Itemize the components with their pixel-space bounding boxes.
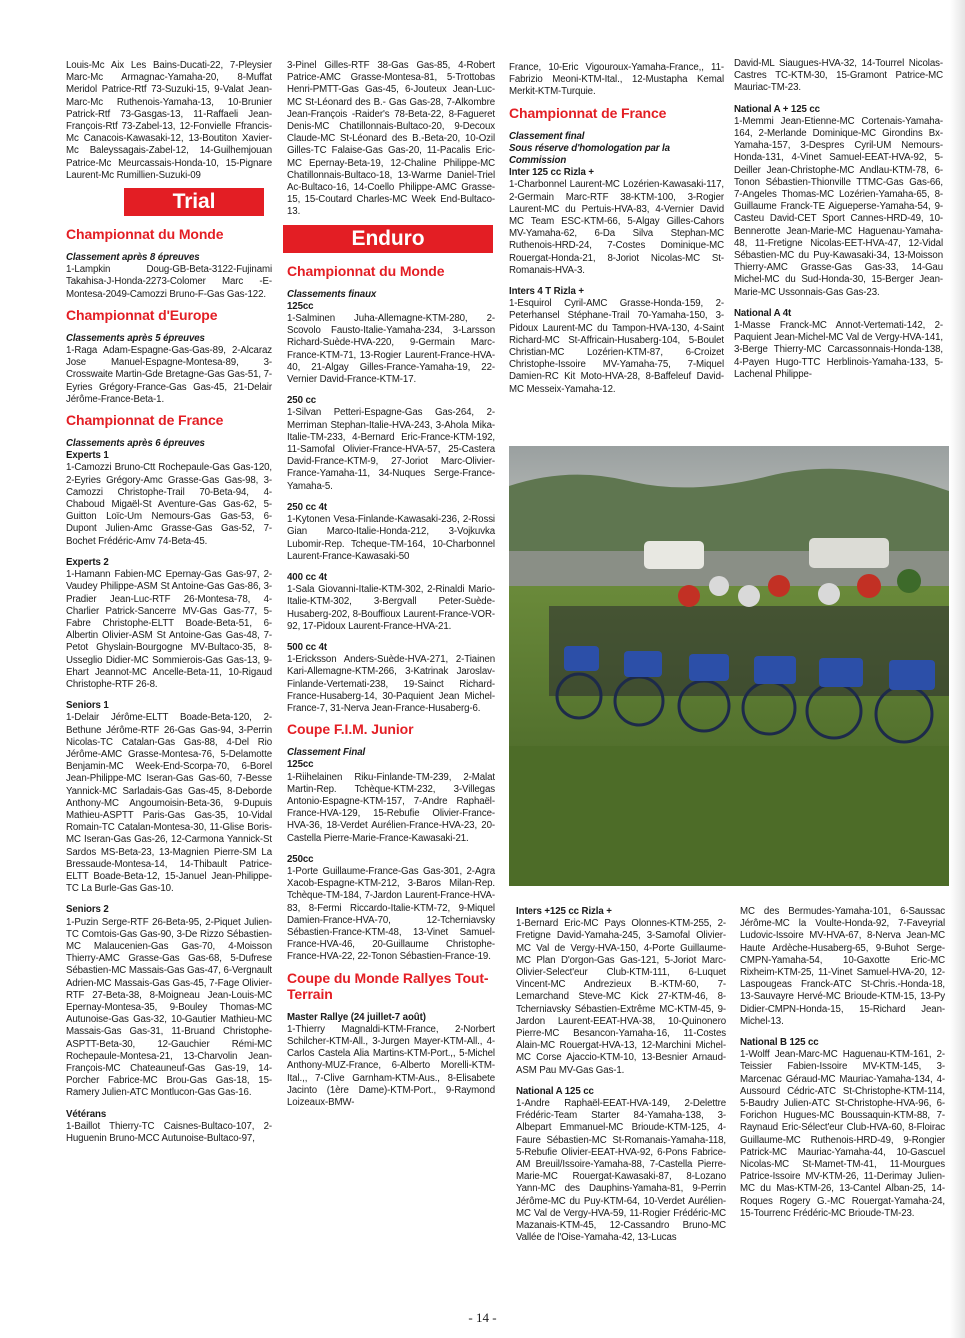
results-continued: David-ML Siaugues-HVA-32, 14-Tourrel Nicolas-Castres TC-KTM-30, 15-Gramont Patrice-MC Mauriac-TM-23. — [734, 58, 943, 94]
results-paragraph: 1-Raga Adam-Espagne-Gas-Gas-89, 2-Alcaraz Jose Manuel-Espagne-Montesa-89, 3-Crosswaite Martin-Gde Bretagne-Gas Gas-51, 7-Eyries Grégory-France-Gas Gas-45, 21-Delair Jérôme-France-Beta-1. — [66, 345, 273, 405]
results-paragraph: 1-Puzin Serge-RTF 26-Beta-95, 2-Piquet Julien-TC Comtois-Gas Gas-90, 3-De Rizzo Sébastien-MC Malaucenien-Gas Gas-70, 4-Moisson Thierry-AMC Grasse-Gas Gas-68, 5-Dufrese Sébastien-MC Massais-Gas Gas-47, 6-Vergnault Adrien-MC Massais-Gas Gas-45, 7-Fage Olivier-RTF 27-Beta-38, 8-Moigneau Jean-Louis-MC Epernay-Montesa-35, 9-Bouley Thomas-MC Autunoise-Gas Gas-32, 10-Gautier Mathieu-MC Massais-Gas Gas-31, 11-Bruand Christophe-ASPTT-Beta-30, 12-Gauchier Rémi-MC Rochepaule-Montesa-21, 13-Charvolin Jean-François-MC Chateauneuf-Gas Gas-19, 14-Porcher Fabrice-MC Brou-Gas Gas-18, 15-Ramery Julien-ATC Montlucon-Gas Gas-16. — [66, 916, 272, 1099]
results-paragraph: 1-Wolff Jean-Marc-MC Haguenau-KTM-161, 2-Teissier Fabien-Issoire MV-KTM-145, 3-Marcenac Géraud-MC Mauriac-Yamaha-134, 4-Aussourd Cédric-ATC St-Christophe-KTM-114, 5-Baudry Julien-ATC St-Christophe-HVA-96, 6-Forichon Hugues-MC Boussaquin-KTM-88, 7-Raynaud Eric-Sélect'eur Club-HVA-60, 8-Floirac Guillaume-MC Ruthenois-HRD-49, 9-Rongier Patrick-MC Mauriac-Yamaha-44, 10-Gascuel Nicolas-MC St-Mamet-TM-41, 11-Mourgues Patrice-Issoire MV-KTM-26, 11-Derimay Julien-MC du Mas-KTM-26, 13-Cantel Alban-25, 14-Roques Rogery G.-MC Rouergat-Yamaha-24, 15-Tourrenc Frédéric-MC Brioude-TM-23. — [740, 1049, 945, 1219]
category-heading: 400 cc 4t — [287, 571, 328, 583]
results-paragraph: 1-Esquirol Cyril-AMC Grasse-Honda-159, 2-Peterhansel Stéphane-Trail 70-Yamaha-150, 3-Pidoux Laurent-MC du Tampon-HVA-130, 4-Saint Richard-MC St-Affricain-Husaberg-104, 5-Boulet Christian-MC Lozérien-KTM-87, 6-Croizet Christophe-Issoire MV-Yamaha-75, 7-Miquel Damien-RC Kit Moto-HVA-28, 8-Baffeleuf David-MC Messeix-Yamaha-12. — [509, 298, 724, 395]
results-paragraph: 1-Silvan Petteri-Espagne-Gas Gas-264, 2-Merriman Stephan-Italie-HVA-243, 3-Ahola Mika-Italie-TM-233, 4-Bernard Eric-France-KTM-192, 11-Samofal Olivier-France-HVA-57, 25-Castera David-France-KTM-9, 27-Joriot Marc-Olivier-France-Yamaha-11, 34-Nuques Serge-France-Yamaha-5. — [287, 407, 495, 492]
subheading: Classement Final — [287, 747, 366, 759]
category-heading: Experts 2 — [66, 556, 109, 568]
results-paragraph: 1-Bernard Eric-MC Pays Olonnes-KTM-255, 2-Fretigne David-Yamaha-245, 3-Samofal Olivier-MC Val de Vergy-HVA-150, 4-Porte Guillaume-MC Plan D'orgon-Gas Gas-121, 5-Joriot Marc-Olivier-Select'eur Club-KTM-111, 6-Luquet Vincent-MC Andrezieux B.-KTM-60, 7-Lemarchand Steve-MC Kick 27-KTM-46, 8-Tcherniavsky Sébastien-Extrême MC-KTM-45, 9-Jardon Laurent-EEAT-HVA-38, 10-Quinonero Pierre-MC Besancon-Yamaha-16, 11-Costes Alain-MC Rouergat-HVA-13, 12-Marchini Michel-MC Corse Ajaccio-KTM-10, 13-Besnier Arnaud-ASM Pau MV-Gas Gas-1. — [516, 918, 726, 1076]
category-heading: National A 4t — [734, 307, 792, 319]
page-number: - 14 - — [468, 1310, 497, 1325]
heading-fim-junior: Coupe F.I.M. Junior — [287, 721, 414, 738]
results-paragraph: 1-Masse Franck-MC Annot-Vertemati-142, 2-Paquient Jean-Michel-MC Val de Vergy-HVA-141, 3-Berge Thierry-MC Carcassonnais-Honda-138, 4-Payen Hugo-TTC Herblinois-Yamaha-133, 5-Lachenal Philippe- — [734, 320, 943, 380]
results-paragraph: 1-Charbonnel Laurent-MC Lozérien-Kawasaki-117, 2-Germain Marc-RTF 38-KTM-100, 3-Rogier Laurent-MC du Pertuis-HVA-83, 4-Vernier David MC Team ESC-KTM-66, 5-Algay Gilles-Cahors MV-Yamaha-62, 6-Da Silva Stephan-MC Ruthenois-HRD-24, 7-Costes Dominique-MC Rouergat-Honda-21, 8-Joriot Nicolas-MC St-Romanais-HVA-3. — [509, 179, 724, 276]
category-heading: National A + 125 cc — [734, 103, 820, 115]
category-heading: Seniors 1 — [66, 700, 109, 712]
section-banner-enduro: Enduro — [283, 225, 493, 253]
column-3-top — [509, 62, 724, 396]
column-1 — [66, 60, 272, 1145]
photo-illustration — [509, 446, 949, 886]
column-4-top — [734, 58, 943, 381]
rallye-results-continued: France, 10-Eric Vigouroux-Yamaha-France,, 11-Fabrizio Meoni-KTM-Ital., 12-Mustapha Kemal Merkit-KTM-Turquie. — [509, 62, 724, 98]
results-paragraph: 1-Ericksson Anders-Suède-HVA-271, 2-Tiainen Kari-Allemagne-KTM-266, 3-Katrinak Jaroslav-Finlande-Vertemati-238, 19-Sainct Richard-France-Husaberg-14, 30-Paquient Jean Michel-France-7, 31-Nerva Jean-France-Husaberg-6. — [287, 654, 495, 714]
category-heading: Vétérans — [66, 1108, 107, 1120]
page-edge-shadow — [950, 0, 965, 1338]
results-paragraph: 1-Sala Giovanni-Italie-KTM-302, 2-Rinaldi Mario-Italie-KTM-302, 3-Bergvall Peter-Suède-Husaberg-202, 8-Bouffioux Laurent-France-VOR-92, 17-Pidoux Laurent-France-HVA-21. — [287, 584, 495, 632]
results-paragraph: 1-Kytonen Vesa-Finlande-Kawasaki-236, 2-Rossi Gian Marco-Italie-Honda-212, 3-Vojkuvka Lubomir-Rep. Tcheque-TM-164, 10-Charbonnel Laurent-France-Kawasaki-50 — [287, 514, 495, 562]
subheading: Classement final — [509, 130, 585, 142]
category-heading: National B 125 cc — [740, 1037, 819, 1049]
results-paragraph: 1-Delair Jérôme-ELTT Boade-Beta-120, 2-Bethune Jérôme-RTF 26-Gas Gas-94, 3-Perrin Nicolas-TC Catalan-Gas Gas-88, 4-Del Rio Jérôme-AMC Grasse-Montesa-76, 5-Delamotte Benjamin-MC Week-End-Scorpa-70, 6-Borel Jean-Philippe-MC Iseran-Gas Gas-60, 7-Besse Yannick-MC Sarladais-Gas Gas-45, 8-Deborde Anthony-MC Angoumoisin-Beta-36, 9-Dupuis Mathieu-ASPTT Paris-Gas Gas-35, 10-Vidal Romain-TC Catalan-Montesa-30, 11-Glise Boris-MC Iseran-Gas Gas-26, 12-Carmona Yannick-St Sardos MS-Beta-23, 13-Magnien Pierre-SM La Bressaude-Montesa-14, 14-Thibault Patrice-ELTT Boade-Beta-12, 15-Januel Jean-Philippe-TC La Burle-Gas Gas-10. — [66, 712, 272, 895]
subheading: Classements après 5 épreuves — [66, 332, 205, 344]
heading-trial-world: Championnat du Monde — [66, 226, 224, 243]
category-heading: Seniors 2 — [66, 904, 109, 916]
category-heading: 500 cc 4t — [287, 641, 328, 653]
subheading: Classements après 6 épreuves — [66, 438, 205, 450]
column-4-bottom — [740, 906, 945, 1220]
trial-results-continued: 3-Pinel Gilles-RTF 38-Gas Gas-85, 4-Robert Patrice-AMC Grasse-Montesa-81, 5-Trottobas Henri-PMTT-Gas Gas-45, 6-Jouteux Jean-Luc-MC St-Léonard des B.- Gas Gas-28, 7-Alkombre Jean-François -Raider's 78-Beta-22, 8-Fagueret Denis-MC Chatillonnais-Bultaco-20, 9-Decoux Claude-MC St-Léonard des B.-Beta-20, 10-Ozil Gilles-TC Falaise-Gas Gas-20, 11-Pacalis Eric-MC Epernay-Beta-19, 12-Chaline Philippe-MC Chatillonnais-Bultaco-18, 13-Warme Daniel-Triel Ac-Bultaco-16, 14-Coello Philippe-AMC Grasse-15, 15-Coutard Charles-MC Week End-Bultaco-13. — [287, 60, 495, 218]
results-paragraph: 1-Lampkin Doug-GB-Beta-3122-Fujinami Takahisa-J-Honda-2273-Colomer Marc -E-Montesa-2049-Camozzi Bruno-F-Gas Gas-122. — [66, 264, 272, 300]
category-heading: National A 125 cc — [516, 1085, 594, 1097]
results-paragraph: 1-Thierry Magnaldi-KTM-France, 2-Norbert Schilcher-KTM-All., 3-Jurgen Mayer-KTM-All., 4-Carlos Castela Alia Martins-KTM-Port.,, 5-Michel Anthony-MUZ-France, 6-Alberto Morelli-KTM-Ital.,, 7-Clive Garnham-KTM-Aus., 8-Elisabete Jacinto (1ère Dame)-KTM-Port., 9-Raymond Loizeaux-BMW- — [287, 1023, 495, 1109]
results-paragraph: 1-Andre Raphaël-EEAT-HVA-149, 2-Delettre Frédéric-Team Starter 84-Yamaha-138, 3-Albepart Emmanuel-MC Brioude-KTM-125, 4-Faure Sébastien-MC St-Romanais-Yamaha-118, 5-Rebufie Olivier-EEAT-HVA-92, 6-Pons Fabrice-AM Breuil/Issoire-Yamaha-88, 7-Castella Pierre-Marie-MC Rouergat-Kawasaki-87, 8-Lozano Yann-MC des Dauphins-Yamaha-81, 9-Perrin Jérôme-MC du Puy-KTM-64, 10-Verdet Aurélien-MC Val de Vergy-HVA-59, 11-Rogier Frédéric-MC Mazanais-KTM-45, 12-Cassandro Bruno-MC Vallée de l'Oise-Yamaha-42, 13-Lucas — [516, 1098, 726, 1244]
heading-rallye: Coupe du Monde Rallyes Tout-Terrain — [287, 969, 489, 1002]
category-heading: 250 cc — [287, 395, 317, 407]
category-heading: 125cc — [287, 759, 314, 771]
category-heading: 250 cc 4t — [287, 501, 328, 513]
heading-enduro-world: Championnat du Monde — [287, 262, 445, 279]
subheading: Classement après 8 épreuves — [66, 252, 200, 264]
results-paragraph: 1-Camozzi Bruno-Ctt Rochepaule-Gas Gas-120, 2-Eyries Grégory-Amc Grasse-Gas Gas-98, 3-Camozzi Christophe-Trail 70-Beta-94, 4-Chaboud Migaël-St Aventure-Gas Gas-62, 5-Guitton Loïc-Um Nemours-Gas Gas-53, 6-Dupont Julien-Amc Grasse-Gas Gas-52, 7-Bochet Frédéric-Amv 74-Beta-45. — [66, 462, 272, 547]
results-paragraph: 1-Baillot Thierry-TC Caisnes-Bultaco-107, 2-Huguenin Bruno-MCC Autunoise-Bultaco-97, — [66, 1120, 272, 1145]
column-2 — [287, 60, 495, 1109]
category-heading: Master Rallye (24 juillet-7 août) — [287, 1011, 426, 1023]
results-paragraph: 1-Salminen Juha-Allemagne-KTM-280, 2-Scovolo Fausto-Italie-Yamaha-234, 3-Larsson Richard-Suède-HVA-220, 9-Germain Marc-France-KTM-71, 13-Rogier Laurent-France-HVA-40, 21-Algay Gilles-France-Yamaha-19, 22-Vernier David-France-KTM-17. — [287, 313, 495, 386]
results-paragraph: 1-Porte Guillaume-France-Gas Gas-301, 2-Agra Xacob-Espagne-KTM-212, 3-Baros Milan-Rep. Tchèque-TM-184, 7-Jardon Laurent-France-HVA-83, 8-Fermi Riccardo-Italie-KTM-72, 9-Miquel Damien-France-HVA-70, 12-Tcherniavsky Sébastien-France-KTM-48, 13-Vinet Samuel-France-HVA-46, 20-Guillaume Christophe-France-HVA-22, 22-Tonon Sébastien-France-19. — [287, 865, 495, 963]
category-heading: Inters 4 T Rizla + — [509, 286, 584, 298]
heading-enduro-france: Championnat de France — [509, 104, 667, 121]
subheading: Classements finaux — [287, 288, 377, 300]
results-paragraph: 1-Hamann Fabien-MC Epernay-Gas Gas-97, 2-Vaudey Philippe-ASM St Antoine-Gas Gas-86, 3-Pradier Jean-Luc-RTF 26-Montesa-78, 4-Charlier Patrick-Sancerre MV-Gas Gas-77, 5-Fabre Christophe-ELTT Boade-Beta-51, 6-Albertin Olivier-ASM St Antoine-Gas Gas-48, 7-Petot Ghyslain-Bourgogne MV-Bultaco-35, 8-Usseglio Didier-MC Sommierois-Gas Gas-13, 9-Ehart Jeannot-MC Ancelle-Beta-11, 10-Rigaud Christophe-RTF 26-8. — [66, 569, 272, 690]
heading-trial-france: Championnat de France — [66, 412, 224, 429]
section-banner-trial: Trial — [124, 188, 264, 216]
category-heading: Inters +125 cc Rizla + — [516, 906, 612, 917]
category-heading: 125cc — [287, 300, 314, 312]
results-continued: MC des Bermudes-Yamaha-101, 6-Saussac Jérôme-MC la Voulte-Honda-92, 7-Faveyrial Ludovic-Issoire MV-HVA-67, 8-Nerva Jean-MC Haute Ardèche-Husaberg-65, 9-Buhot Serge-CMPN-Yamaha-54, 10-Gaxotte Eric-MC Rixheim-KTM-25, 11-Vinet Samuel-HVA-20, 12-Laspougeas Franck-ATC St-Chris.-Honda-18, 13-Sauvayre Hervé-MC Brioude-KTM-15, 13-Py Didier-CMPN-Honda-15, 15-Richard Jean-Michel-13. — [740, 906, 945, 1027]
results-paragraph: 1-Riihelainen Riku-Finlande-TM-239, 2-Malat Martin-Rep. Tchèque-KTM-232, 3-Villegas Antonio-Espagne-KTM-157, 7-Andre Raphaël-France-HVA-129, 15-Rebufie Olivier-France-HVA-36, 18-Verdet Aurélien-France-HVA-23, 20-Castella Pierre-Marie-France-Kawasaki-21. — [287, 771, 495, 844]
results-paragraph: 1-Memmi Jean-Etienne-MC Cortenais-Yamaha-164, 2-Merlande Dominique-MC Girondins Bx-Yamaha-157, 3-Despres Cyril-UM Nemours-Honda-131, 4-Vinet Samuel-EEAT-HVA-92, 5-Deiller Jean-Christophe-MC Andlau-KTM-78, 6-Tonon Sébastien-Thionville TTMC-Gas Gas-66, 7-Angeles Thomas-MC Lozérien-Yamaha-65, 8-Guillaume Franck-TE Aigueperse-Yamaha-54, 9-Casteu David-CET Sport Cannes-HRD-49, 10-Bennerotte Jean-Marie-MC Haguenau-Yamaha-48, 11-Fretigne Nicolas-EET-HVA-47, 12-Vidal Sébastien-MC du Puy-Kawasaki-34, 13-Moisson Thierry-AMC Grasse-Gas Gas-33, 14-Gau Michel-MC du Sud-Honda-30, 15-Berger Jean-Marie-MC Ussonnais-Gas Gas-23. — [734, 115, 943, 298]
enduro-start-photo — [509, 446, 949, 886]
category-heading: Experts 1 — [66, 450, 109, 462]
category-heading: Inter 125 cc Rizla + — [509, 167, 594, 179]
motocross-results-continued: Louis-Mc Aix Les Bains-Ducati-22, 7-Pleysier Marc-Mc Armagnac-Yamaha-20, 8-Muffat Meridol Patrice-Rtf 73-Suzuki-15, 9-Valat Jean-Marc-Mc Ruthenois-Yamaha-13, 10-Brunier Patrick-Rtf 73-Gasgas-13, 11-Raffaeli Jean-François-Rtf 73-Zabel-13, 12-Fonvielle Ffrancis-Mc Canacois-Kawasaki-12, 13-Boutiton Xavier-Mc Baleyssagais-Zabel-12, 14-Guilhemjouan Patrice-Mc Meurcassais-Honda-10, 15-Pignare Laurent-Mc Rumillien-Suzuki-09 — [66, 60, 272, 181]
subheading-note: Sous réserve d'homologation par la Commission — [509, 142, 670, 167]
column-3-bottom — [516, 906, 726, 1244]
category-heading: 250cc — [287, 853, 314, 865]
heading-trial-europe: Championnat d'Europe — [66, 306, 218, 323]
